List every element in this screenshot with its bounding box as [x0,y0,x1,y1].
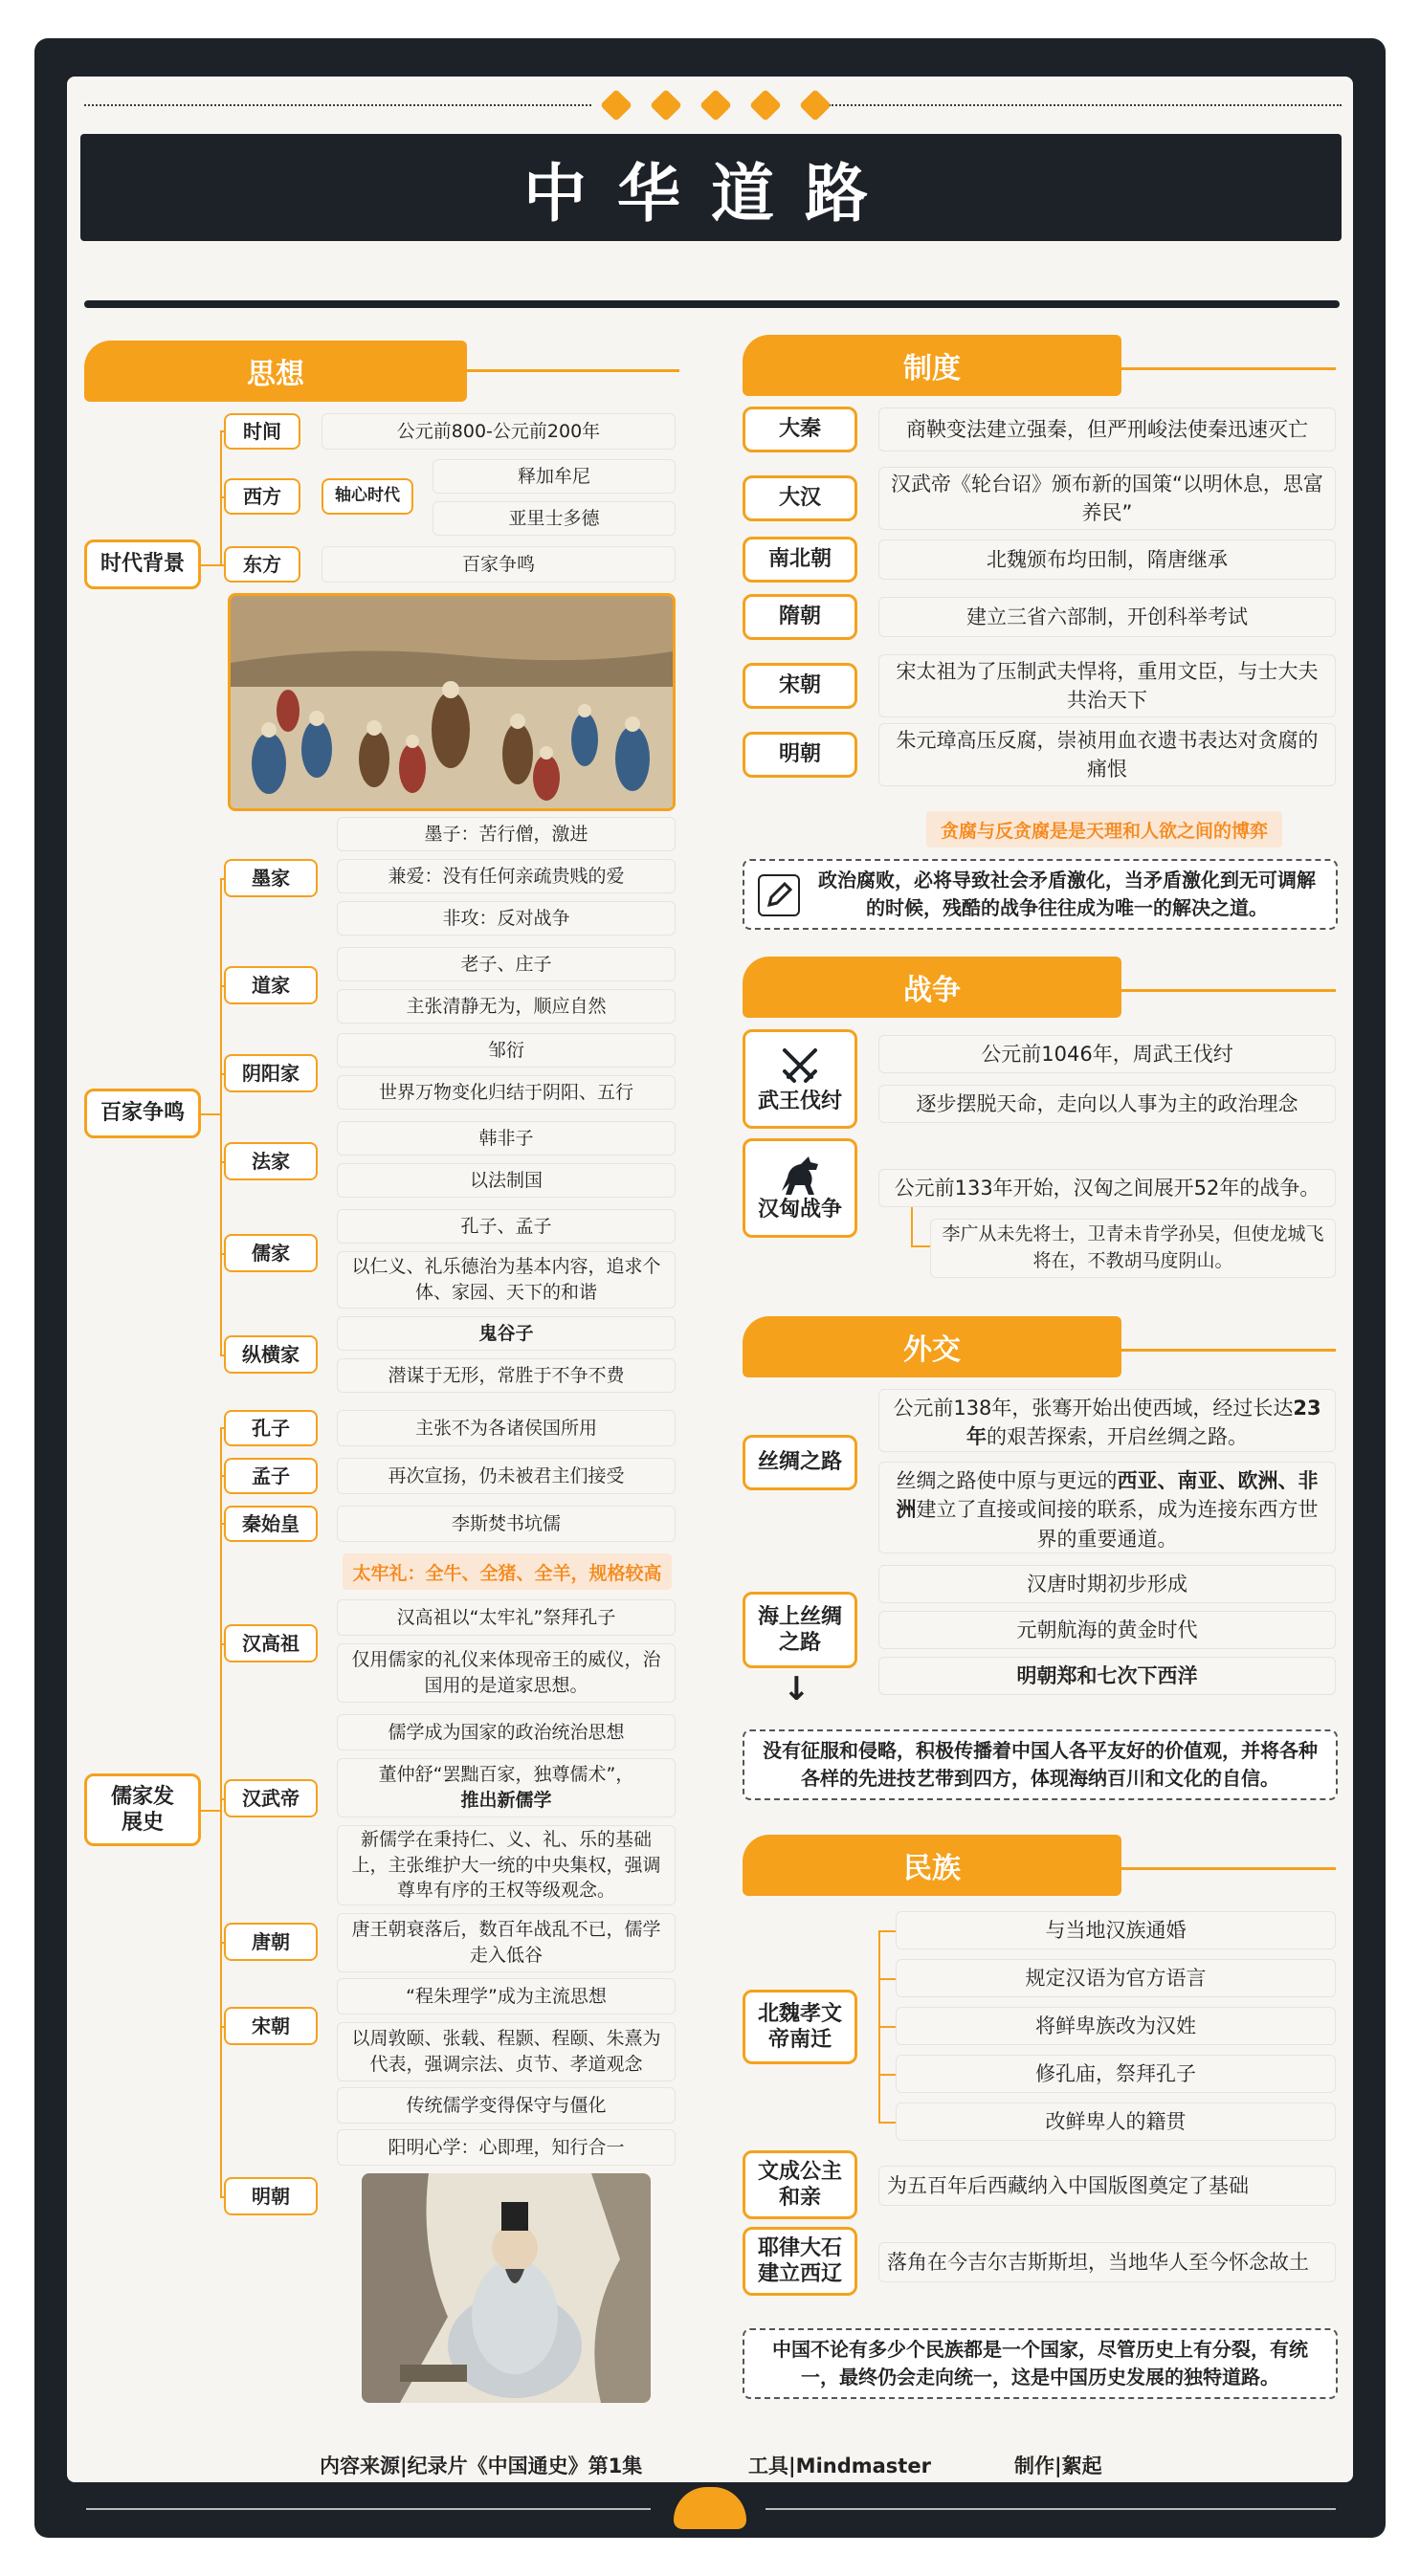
leaf-hw1: 儒学成为国家的政治统治思想 [337,1714,676,1750]
leaf-yy2: 世界万物变化归结于阴阳、五行 [337,1075,676,1110]
connector [878,2074,896,2076]
leaf-yl1: 落角在今吉尔吉斯斯坦，当地华人至今怀念故土 [878,2242,1336,2282]
node-wuwang-fazhou [743,1029,857,1129]
connector [911,1207,913,1245]
leaf-dynasty-policy: 北魏颁布均田制，隋唐继承 [878,539,1336,580]
leaf-mo3: 非攻：反对战争 [337,901,676,936]
leaf-ru2: 以仁义、礼乐德治为基本内容，追求个体、家园、天下的和谐 [337,1251,676,1309]
node-west: 西方 [224,478,300,515]
node-daojia: 道家 [224,966,318,1004]
section-line [1121,1349,1336,1352]
leaf-kz1: 主张不为各诸侯国所用 [337,1410,676,1446]
connector [878,1978,896,1980]
node-kongzi: 孔子 [224,1410,318,1446]
node-dynasty: 大秦 [743,407,857,452]
node-zongheng: 纵横家 [224,1335,318,1374]
leaf-hw2 [337,1758,676,1817]
leaf-ww1: 公元前1046年，周武王伐纣 [878,1035,1336,1073]
silk2-a: 丝绸之路使中原与更远的 [896,1469,1118,1492]
node-yinyang: 阴阳家 [224,1054,318,1092]
node-yelv-dashi: 耶律大石建立西辽 [743,2227,857,2296]
divider [84,300,1340,308]
leaf-mo1: 墨子：苦行僧，激进 [337,817,676,851]
node-rujia: 儒家 [224,1234,318,1272]
edit-icon [758,874,800,916]
footer-source: 内容来源|纪录片《中国通史》第1集 [320,2455,643,2477]
leaf-ww2: 逐步摆脱天命，走向以人事为主的政治理念 [878,1085,1336,1123]
node-dynasty: 南北朝 [743,537,857,583]
node-mingchao: 明朝 [224,2177,318,2215]
section-waijiao: 外交 [743,1316,1121,1377]
leaf-hgz2: 仅用儒家的礼仪来体现帝王的威仪，治国用的是道家思想。 [337,1643,676,1703]
leaf-fa1: 韩非子 [337,1121,676,1156]
leaf-sc2: 以周敦颐、张载、程颢、程颐、朱熹为代表，强调宗法、贞节、孝道观念 [337,2022,676,2081]
connector [201,564,220,566]
leaf-xiaowen-reform: 将鲜卑族改为汉姓 [896,2007,1336,2045]
node-dynasty: 宋朝 [743,663,857,709]
leaf-qs1: 李斯焚书坑儒 [337,1506,676,1542]
node-axis-age: 轴心时代 [322,478,413,515]
leaf-dao1: 老子、庄子 [337,947,676,981]
leaf-xiaowen-reform: 修孔庙，祭拜孔子 [896,2055,1336,2093]
section-sixiang: 思想 [84,341,467,402]
section-minzu: 民族 [743,1835,1121,1896]
section-line [467,369,679,372]
leaf-dynasty-policy: 汉武帝《轮台诏》颁布新的国策“以明休息，思富养民” [878,467,1336,530]
leaf-xiaowen-reform: 与当地汉族通婚 [896,1911,1336,1949]
section-line [1121,367,1336,370]
top-dash-left [84,104,591,106]
arrow-down-icon: ↓ [783,1670,810,1708]
connector [878,2122,896,2124]
leaf-silk2 [878,1462,1336,1553]
note-zhidu [743,859,1338,930]
node-maritime-silk-road: 海上丝绸之路 [743,1592,857,1668]
highlight-tailao: 太牢礼：全牛、全猪、全羊，规格较高 [343,1553,672,1590]
leaf-sea1: 汉唐时期初步形成 [878,1565,1336,1603]
footer-tool: 工具|Mindmaster [748,2455,931,2477]
top-dash-right [829,104,1342,106]
silk1-c: 的艰苦探索，开启丝绸之路。 [987,1425,1248,1449]
node-era-background: 时代背景 [84,539,201,589]
leaf-dynasty-policy: 朱元璋高压反腐，崇祯用血衣遗书表达对贪腐的痛恨 [878,723,1336,786]
page-title: 中华道路 [523,156,899,231]
footer-line-right [765,2508,1336,2510]
leaf-ru1: 孔子、孟子 [337,1209,676,1244]
connector [911,1245,930,1247]
highlight-corruption: 贪腐与反贪腐是是天理和人欲之间的博弈 [926,811,1282,848]
silk2-c: 建立了直接或间接的联系，成为连接东西方世界的重要通道。 [916,1498,1319,1551]
node-mojia: 墨家 [224,859,318,897]
leaf-tc1: 唐王朝衰落后，数百年战乱不已，儒学走入低谷 [337,1913,676,1972]
leaf-zh2: 潜谋于无形，常胜于不争不费 [337,1358,676,1393]
leaf-hw2-b: 推出新儒学 [460,1790,552,1811]
node-hangaozu: 汉高祖 [224,1624,318,1662]
note-zhidu-text: 政治腐败，必将导致社会矛盾激化，当矛盾激化到无可调解的时候，残酷的战争往往成为唯一的解决之道。 [818,869,1316,919]
leaf-fa2: 以法制国 [337,1163,676,1198]
node-hundred-schools: 百家争鸣 [84,1089,201,1138]
horse-icon [776,1153,824,1197]
node-mengzi: 孟子 [224,1458,318,1494]
node-dynasty: 明朝 [743,732,857,778]
leaf-mc2: 阳明心学：心即理，知行合一 [337,2129,676,2166]
leaf-sea3: 明朝郑和七次下西洋 [878,1657,1336,1695]
silk1-a: 公元前138年，张骞开始出使西域，经过长达 [893,1397,1294,1420]
leaf-mc1: 传统儒学变得保守与僵化 [337,2087,676,2124]
crossed-swords-icon [777,1043,823,1089]
leaf-mz1: 再次宣扬，仍未被君主们接受 [337,1458,676,1494]
leaf-east-value: 百家争鸣 [322,546,676,583]
hanxiong-label: 汉匈战争 [757,1198,842,1222]
note-minzu: 中国不论有多少个民族都是一个国家，尽管历史上有分裂，有统一，最终仍会走向统一，这是中国历史发展的独特道路。 [743,2328,1338,2399]
node-songchao: 宋朝 [224,2007,318,2045]
section-zhanzheng: 战争 [743,957,1121,1018]
node-time: 时间 [224,413,300,450]
painting-hundred-schools [228,593,676,811]
node-east: 东方 [224,546,300,583]
leaf-dynasty-policy: 宋太祖为了压制武夫悍将，重用文臣，与士大夫共治天下 [878,654,1336,717]
leaf-hgz1: 汉高祖以“太牢礼”祭拜孔子 [337,1599,676,1636]
footer-maker: 制作|絮起 [1014,2455,1102,2477]
connector [878,2026,896,2028]
leaf-xiaowen-reform: 改鲜卑人的籍贯 [896,2103,1336,2141]
section-line [1121,989,1336,992]
section-zhidu: 制度 [743,335,1121,396]
wuwang-label: 武王伐纣 [757,1090,842,1114]
leaf-sc1: “程朱理学”成为主流思想 [337,1978,676,2015]
connector [878,1930,896,1932]
node-hanwudi: 汉武帝 [224,1779,318,1817]
leaf-zh1: 鬼谷子 [337,1316,676,1351]
node-hanxiong-war [743,1138,857,1238]
node-dynasty: 隋朝 [743,594,857,640]
leaf-hx1: 公元前133年开始，汉匈之间展开52年的战争。 [878,1169,1336,1207]
section-line [1121,1867,1336,1870]
page-title-bar [80,134,1342,241]
node-confucian-history: 儒家发展史 [84,1773,201,1846]
leaf-wc1: 为五百年后西藏纳入中国版图奠定了基础 [878,2166,1336,2206]
node-qinshihuang: 秦始皇 [224,1506,318,1542]
leaf-dao2: 主张清静无为，顺应自然 [337,989,676,1024]
note-waijiao: 没有征服和侵略，积极传播着中国人各平友好的价值观，并将各种各样的先进技艺带到四方，体现海纳百川和文化的自信。 [743,1729,1338,1800]
leaf-dynasty-policy: 建立三省六部制，开创科举考试 [878,597,1336,637]
node-dynasty: 大汉 [743,475,857,521]
silk2-b: 西亚、南亚、欧洲、非洲 [896,1469,1319,1522]
portrait-wang-yangming [362,2173,651,2403]
connector [220,1427,222,2196]
leaf-hw2-a: 董仲舒“罢黜百家，独尊儒术”， [378,1764,634,1786]
connector [220,878,222,1354]
connector [201,1810,220,1812]
footer-line-left [86,2508,651,2510]
leaf-west-b: 亚里士多德 [433,501,676,536]
leaf-hw3: 新儒学在秉持仁、义、礼、乐的基础上，主张维护大一统的中央集权，强调尊卑有序的王权等级观念。 [337,1825,676,1905]
connector [201,1113,220,1115]
leaf-xiaowen-reform: 规定汉语为官方语言 [896,1959,1336,1997]
node-tangchao: 唐朝 [224,1923,318,1961]
leaf-silk1 [878,1389,1336,1452]
leaf-time-value: 公元前800-公元前200年 [322,413,676,450]
node-xiaowen-emperor: 北魏孝文帝南迁 [743,1990,857,2064]
leaf-hx2: 李广从未先将士，卫青未肯学孙吴，但使龙城飞将在，不教胡马度阴山。 [930,1219,1336,1278]
leaf-mo2: 兼爱：没有任何亲疏贵贱的爱 [337,859,676,893]
leaf-yy1: 邹衍 [337,1033,676,1068]
node-fajia: 法家 [224,1142,318,1180]
leaf-dynasty-policy: 商鞅变法建立强秦，但严刑峻法使秦迅速灭亡 [878,407,1336,451]
silk1-b: 23年 [966,1397,1321,1449]
leaf-sea2: 元朝航海的黄金时代 [878,1611,1336,1649]
leaf-west-a: 释加牟尼 [433,459,676,494]
node-wencheng-princess: 文成公主和亲 [743,2150,857,2219]
node-silk-road: 丝绸之路 [743,1435,857,1490]
